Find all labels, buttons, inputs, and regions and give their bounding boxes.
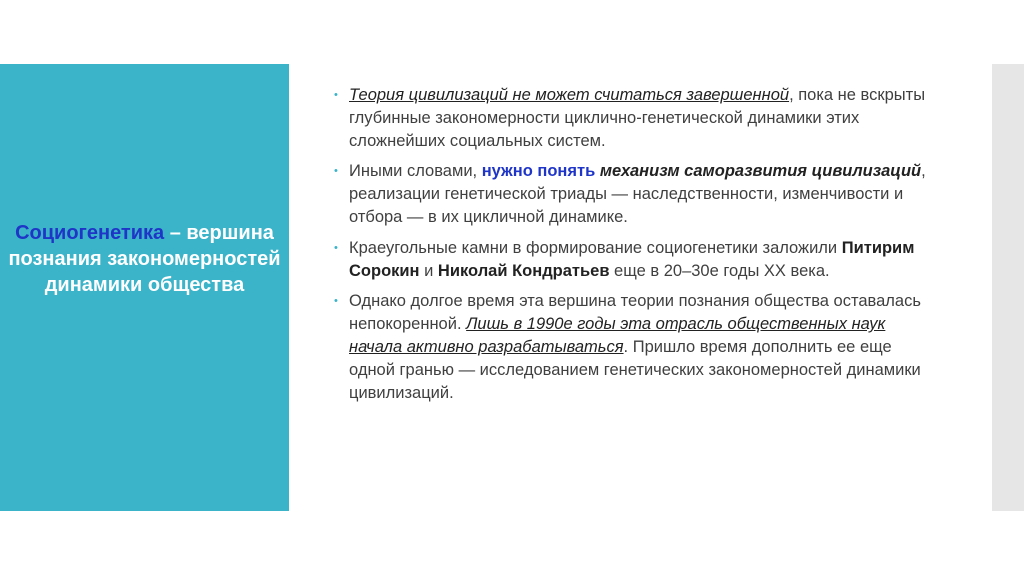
slide-title: [0, 220, 289, 298]
bullet-text: Однако долгое время эта вершина теории познания общества оставалась непокоренной.: [349, 292, 921, 334]
bullet-dot-icon: •: [334, 295, 338, 308]
bullet-text: , реализации генетической триады — наследственности, изменчивости и отбора — в их цикличной динамике.: [349, 162, 926, 226]
right-strip: [992, 64, 1024, 511]
bullet-text-emphasis: Лишь в 1990е годы эта отрасль общественных наук начала активно разрабатываться: [349, 315, 886, 356]
title-rest: – вершина познания закономерностей динамики общества: [8, 222, 281, 296]
bullet-text: . Пришло время дополнить ее еще одной гранью — исследованием генетических закономерностей динамики цивилизаций.: [349, 337, 921, 402]
bullet-item: [332, 290, 942, 404]
content-body: [332, 84, 942, 412]
bullet-text-highlight: нужно понять: [481, 162, 596, 181]
bullet-text: Краеугольные камни в формирование социогенетики заложили: [349, 238, 842, 257]
title-accent: Социогенетика: [15, 222, 165, 244]
bullet-item: [332, 84, 942, 152]
bullet-item: [332, 160, 942, 228]
bullet-text: , пока не вскрыты глубинные закономерности циклично-генетической динамики этих сложнейших социальных систем.: [349, 86, 926, 150]
bullet-text-emphasis: Теория цивилизаций не может считаться завершенной: [349, 86, 790, 104]
bullet-dot-icon: •: [334, 241, 338, 254]
bullet-text-bold: Питирим Сорокин: [349, 238, 915, 280]
bullet-text-bold: Николай Кондратьев: [437, 261, 610, 280]
bullet-text: и: [419, 261, 438, 280]
bullet-dot-icon: •: [334, 165, 338, 178]
bullet-item: [332, 237, 942, 283]
bullet-text: Иными словами,: [349, 162, 482, 181]
bullet-text-bold-italic: механизм саморазвития цивилизаций: [599, 162, 922, 181]
bullet-text: еще в 20–30е годы XX века.: [609, 261, 830, 280]
bullet-dot-icon: •: [334, 89, 338, 101]
